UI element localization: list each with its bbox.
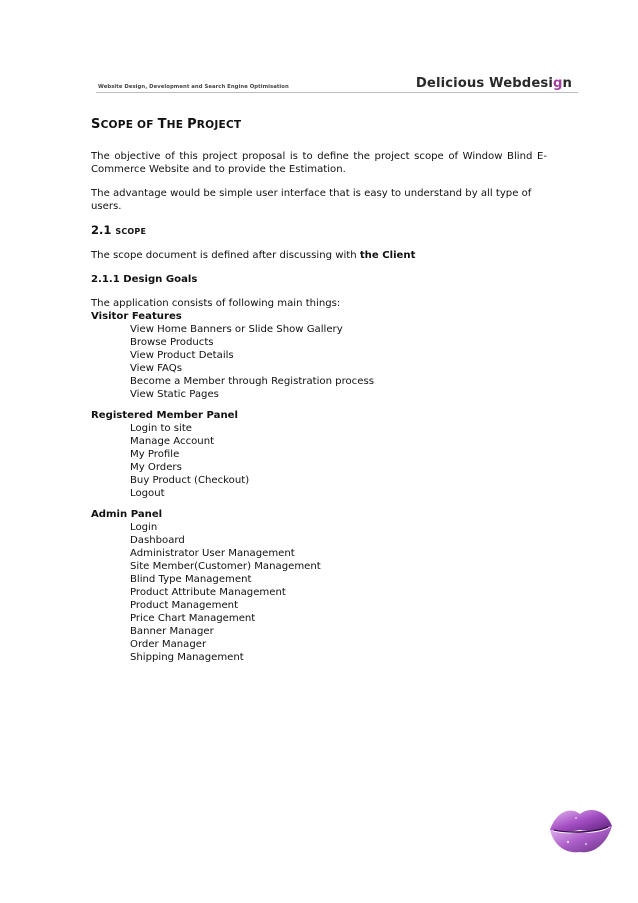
list-item: Order Manager bbox=[130, 639, 207, 650]
list-item: Blind Type Management bbox=[130, 574, 252, 585]
lips-logo-icon bbox=[546, 800, 616, 860]
header-tagline: Website Design, Development and Search Engine Optimisation bbox=[98, 84, 289, 90]
list-item: Browse Products bbox=[130, 337, 214, 348]
objective-paragraph: The objective of this project proposal is to define the project scope of Window Blind E-Commerce Website and to provide the Estimation. bbox=[91, 151, 547, 175]
section-number: 2.1 bbox=[91, 223, 112, 237]
document-body bbox=[91, 118, 547, 664]
advantage-paragraph: The advantage would be simple user interface that is easy to understand by all type of users. bbox=[91, 188, 532, 212]
header-divider bbox=[96, 92, 578, 93]
page-header bbox=[96, 76, 578, 96]
subsection-heading: 2.1.1 Design Goals bbox=[91, 274, 198, 285]
list-item: Administrator User Management bbox=[130, 548, 295, 559]
brand-logo-main: Delicious Webdesi bbox=[415, 76, 553, 91]
list-item: Price Chart Management bbox=[130, 613, 256, 624]
client-emphasis: the Client bbox=[359, 250, 416, 261]
list-item: Manage Account bbox=[130, 436, 215, 447]
list-item: View FAQs bbox=[130, 363, 182, 374]
scope-paragraph: The scope document is defined after discussing with the Client bbox=[91, 250, 416, 261]
list-item: Login bbox=[130, 522, 158, 533]
list-item: Site Member(Customer) Management bbox=[130, 561, 321, 572]
list-item: My Orders bbox=[130, 462, 182, 473]
page-title: SCOPE OF THE PROJECT bbox=[91, 117, 242, 132]
list-item: My Profile bbox=[130, 449, 180, 460]
group-heading: Admin Panel bbox=[91, 509, 163, 520]
list-item: View Static Pages bbox=[130, 389, 219, 400]
group-heading: Visitor Features bbox=[91, 311, 182, 322]
feature-list bbox=[91, 521, 547, 664]
list-item: Shipping Management bbox=[130, 652, 244, 663]
feature-list bbox=[91, 323, 547, 401]
list-item: Product Management bbox=[130, 600, 239, 611]
list-item: Banner Manager bbox=[130, 626, 214, 637]
list-item: Buy Product (Checkout) bbox=[130, 475, 250, 486]
feature-list bbox=[91, 422, 547, 500]
section-heading bbox=[91, 224, 547, 238]
brand-logo-accent: g bbox=[552, 76, 563, 91]
list-item: Logout bbox=[130, 488, 165, 499]
list-item: Login to site bbox=[130, 423, 193, 434]
feature-groups bbox=[91, 310, 547, 664]
section-label: SCOPE bbox=[115, 227, 147, 236]
intro-line: The application consists of following main things: bbox=[91, 298, 341, 309]
list-item: Become a Member through Registration process bbox=[130, 376, 374, 387]
list-item: View Product Details bbox=[130, 350, 234, 361]
group-heading: Registered Member Panel bbox=[91, 410, 238, 421]
list-item: Product Attribute Management bbox=[130, 587, 286, 598]
brand-logo bbox=[416, 76, 572, 91]
brand-logo-end: n bbox=[562, 76, 572, 91]
list-item: Dashboard bbox=[130, 535, 185, 546]
list-item: View Home Banners or Slide Show Gallery bbox=[130, 324, 343, 335]
